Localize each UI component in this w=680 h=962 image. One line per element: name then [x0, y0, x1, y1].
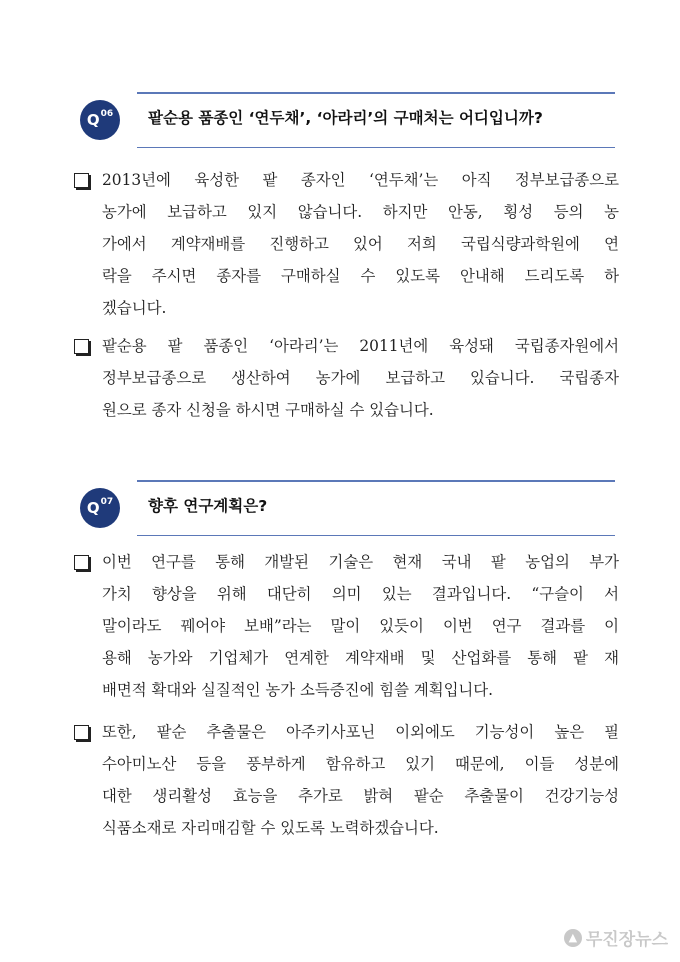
- badge-number: 07: [100, 497, 114, 507]
- answer-item: [74, 550, 619, 710]
- checkbox-bullet-icon: [74, 555, 89, 570]
- answer-line: 팥순용 팥 품종인 ‘아라리’는 2011년에 육성돼 국립종자원에서: [102, 337, 619, 355]
- header-rule-bottom: [137, 147, 615, 149]
- question-badge: [80, 488, 120, 528]
- answer-line: 또한, 팥순 추출물은 아주키사포닌 이외에도 기능성이 높은 필: [102, 723, 619, 741]
- mountain-logo-icon: ▲: [564, 929, 582, 947]
- answer-line: 2013년에 육성한 팥 종자인 ‘연두채’는 아직 정부보급종으로: [102, 171, 619, 189]
- answer-item: [74, 334, 619, 430]
- question-badge: [80, 100, 120, 140]
- answer-line: 대한 생리활성 효능을 추가로 밝혀 팥순 추출물이 건강기능성: [102, 787, 619, 805]
- answer-line: 겠습니다.: [102, 299, 167, 317]
- badge-letter: Q: [86, 499, 100, 517]
- answer-line: 용해 농가와 기업체가 연계한 계약재배 및 산업화를 통해 팥 재: [102, 649, 619, 667]
- badge-number: 06: [100, 109, 114, 119]
- answer-line: 가에서 계약재배를 진행하고 있어 저희 국립식량과학원에 연: [102, 235, 619, 253]
- checkbox-bullet-icon: [74, 725, 89, 740]
- header-rule-bottom: [137, 535, 615, 537]
- checkbox-bullet-icon: [74, 339, 89, 354]
- question-title: 팥순용 품종인 ‘연두채’, ‘아라리’의 구매처는 어디입니까?: [148, 109, 543, 127]
- question-header-07: [80, 480, 615, 536]
- watermark: [564, 925, 668, 950]
- checkbox-bullet-icon: [74, 173, 89, 188]
- answer-line: 수아미노산 등을 풍부하게 함유하고 있기 때문에, 이들 성분에: [102, 755, 619, 773]
- answer-line: 이번 연구를 통해 개발된 기술은 현재 국내 팥 농업의 부가: [102, 553, 619, 571]
- answer-line: 원으로 종자 신청을 하시면 구매하실 수 있습니다.: [102, 401, 434, 419]
- answer-line: 가치 향상을 위해 대단히 의미 있는 결과입니다. “구슬이 서: [102, 585, 619, 603]
- watermark-text: 무진장뉴스: [585, 930, 668, 950]
- answer-line: 식품소재로 자리매김할 수 있도록 노력하겠습니다.: [102, 819, 439, 837]
- answer-line: 배면적 확대와 실질적인 농가 소득증진에 힘쓸 계획입니다.: [102, 681, 494, 699]
- answer-line: 농가에 보급하고 있지 않습니다. 하지만 안동, 횡성 등의 농: [102, 203, 619, 221]
- header-rule-top: [137, 480, 615, 482]
- badge-letter: Q: [86, 111, 100, 129]
- answer-line: 정부보급종으로 생산하여 농가에 보급하고 있습니다. 국립종자: [102, 369, 619, 387]
- answer-item: [74, 168, 619, 328]
- question-title: 향후 연구계획은?: [148, 497, 268, 515]
- answer-item: [74, 720, 619, 848]
- answer-line: 말이라도 꿰어야 보배”라는 말이 있듯이 이번 연구 결과를 이: [102, 617, 619, 635]
- header-rule-top: [137, 92, 615, 94]
- answer-line: 락을 주시면 종자를 구매하실 수 있도록 안내해 드리도록 하: [102, 267, 619, 285]
- question-header-06: [80, 92, 615, 148]
